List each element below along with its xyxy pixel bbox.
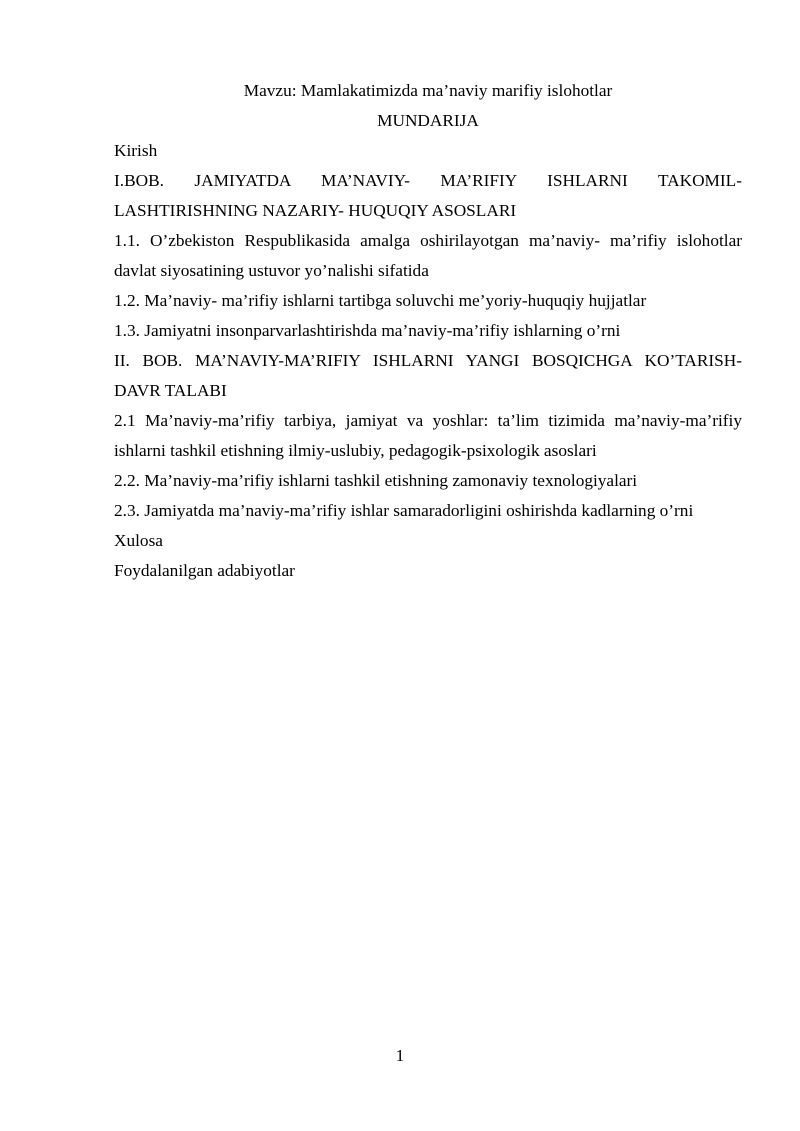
toc-entry-references: Foydalanilgan adabiyotlar [114,561,295,580]
toc-entry-section-2-1: 2.1 Ma’naviy-ma’rifiy tarbiya, jamiyat va yoshlar: ta’lim tizimida ma’naviy-ma’rifiy ishlarni tashkil etishning ilmiy-uslubiy, pedagogik-psixologik asoslari [114,411,742,460]
toc-entry-section-1-2: 1.2. Ma’naviy- ma’rifiy ishlarni tartibga soluvchi me’yoriy-huquqiy hujjatlar [114,291,647,310]
toc-entry-section-2-2: 2.2. Ma’naviy-ma’rifiy ishlarni tashkil etishning zamonaviy texnologiyalari [114,471,638,490]
toc-entry-chapter-1: I.BOB. JAMIYATDA MA’NAVIY- MA’RIFIY ISHLARNI TAKOMIL-LASHTIRISHNING NAZARIY- HUQUQIY ASOSLARI [114,171,742,220]
toc-entry-section-1-3: 1.3. Jamiyatni insonparvarlashtirishda ma’naviy-ma’rifiy ishlarning o’rni [114,321,621,340]
document-content [114,76,742,586]
toc-entry-conclusion: Xulosa [114,531,163,550]
toc-entry-introduction: Kirish [114,141,158,160]
document-topic: Mavzu: Mamlakatimizda ma’naviy marifiy islohotlar [243,81,613,100]
toc-entry-chapter-2: II. BOB. MA’NAVIY-MA’RIFIY ISHLARNI YANGI BOSQICHGA KO’TARISH- DAVR TALABI [114,351,742,400]
toc-title: MUNDARIJA [377,111,479,130]
page-number: 1 [395,1046,405,1065]
toc-entry-section-2-3: 2.3. Jamiyatda ma’naviy-ma’rifiy ishlar samaradorligini oshirishda kadlarning o’rni [114,501,694,520]
toc-entry-section-1-1: 1.1. O’zbekiston Respublikasida amalga oshirilayotgan ma’naviy- ma’rifiy islohotlar davlat siyosatining ustuvor yo’nalishi sifatida [114,231,742,280]
